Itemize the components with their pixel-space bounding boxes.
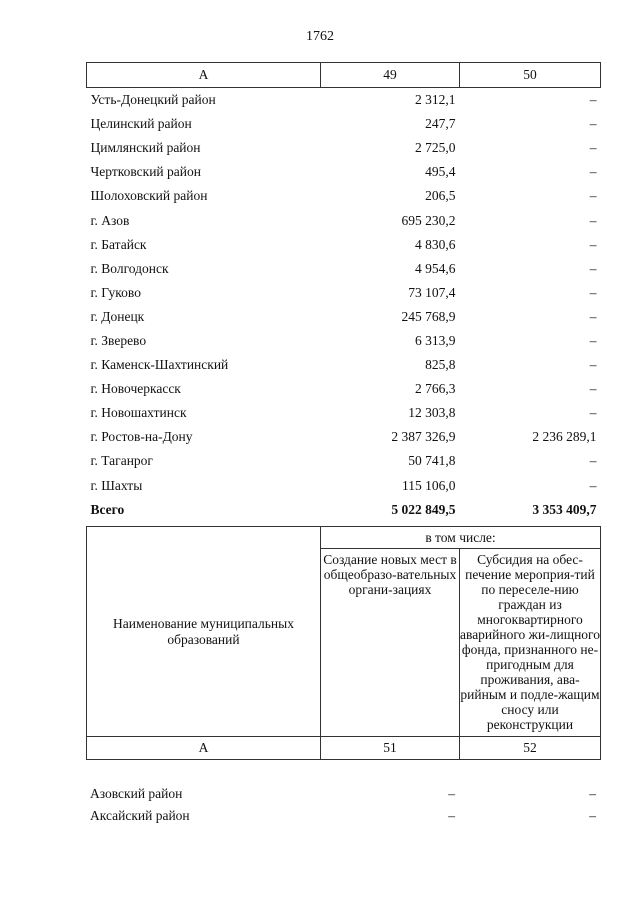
table-row (87, 474, 601, 498)
table-row (87, 88, 601, 113)
municipality-name: г. Шахты (90, 477, 143, 493)
municipality-name: г. Батайск (90, 236, 147, 252)
table-row (87, 281, 601, 305)
table-row (87, 257, 601, 281)
municipality-name: г. Донецк (90, 308, 145, 324)
table-row (87, 401, 601, 425)
table-row (87, 136, 601, 160)
municipality-name: г. Гуково (90, 284, 141, 300)
value-49: 2 766,3 (415, 381, 456, 397)
municipality-name: Усть-Донецкий район (90, 92, 216, 108)
municipality-name: г. Новочеркасск (90, 381, 181, 397)
value-50: – (589, 405, 597, 421)
municipality-name: г. Азов (90, 212, 130, 228)
municipality-name: г. Каменск-Шахтинский (90, 357, 229, 373)
header-col-a: А (87, 737, 321, 760)
municipality-name: Аксайский район (90, 808, 190, 823)
table-row (87, 353, 601, 377)
value-50: – (589, 188, 597, 204)
value-49: 2 725,0 (415, 140, 456, 156)
value-50: – (589, 116, 597, 132)
header-col-52: 52 (460, 737, 601, 760)
value-52: – (589, 808, 596, 823)
municipality-name: г. Зверево (90, 332, 147, 348)
table-header-row (87, 63, 601, 88)
value-50: – (589, 477, 597, 493)
value-50: – (589, 308, 597, 324)
value-49: 4 830,6 (415, 236, 456, 252)
col-51-header: Создание новых мест в общеобразо-вательных органи-зациях (321, 549, 460, 737)
municipality-name: Шолоховский район (90, 188, 208, 204)
total-value-49: 5 022 849,5 (391, 501, 456, 517)
municipality-name: г. Ростов-на-Дону (90, 429, 193, 445)
municipality-name: Цимлянский район (90, 140, 201, 156)
value-49: 2 312,1 (415, 92, 456, 108)
municipality-name: г. Волгодонск (90, 260, 169, 276)
budget-table-part2-header (86, 526, 601, 760)
municipality-column-header: Наименование муниципальных образований (87, 527, 321, 737)
header-col-51: 51 (321, 737, 460, 760)
table-row (86, 783, 600, 805)
header-col-49: 49 (321, 63, 460, 88)
col-52-header: Субсидия на обес-печение мероприя-тий по переселе-нию граждан из многоквартирного аварийного жи-лищного фонда, признанного не-пригодным для проживания, ава-рийным и подле-жащим сносу или реконструкции (460, 549, 601, 737)
table-row (87, 208, 601, 232)
value-49: 2 387 326,9 (391, 429, 456, 445)
value-51: – (448, 808, 455, 823)
table-row (86, 805, 600, 827)
table-row (87, 112, 601, 136)
value-50: – (589, 236, 597, 252)
value-51: – (448, 786, 455, 801)
value-49: 495,4 (425, 164, 456, 180)
value-52: – (589, 786, 596, 801)
value-49: 825,8 (425, 357, 456, 373)
table-row (87, 233, 601, 257)
value-49: 206,5 (425, 188, 456, 204)
value-49: 12 303,8 (408, 405, 456, 421)
table-row (87, 184, 601, 208)
value-50: – (589, 381, 597, 397)
municipality-name: Азовский район (90, 786, 183, 801)
municipality-name: г. Таганрог (90, 453, 153, 469)
total-value-50: 3 353 409,7 (532, 501, 597, 517)
table-row (87, 305, 601, 329)
table-row (87, 449, 601, 473)
page-number: 1762 (306, 29, 334, 44)
value-49: 695 230,2 (401, 212, 456, 228)
header-col-a: А (87, 63, 321, 88)
value-50: – (589, 212, 597, 228)
value-49: 245 768,9 (401, 308, 456, 324)
value-49: 247,7 (425, 116, 456, 132)
value-50: – (589, 332, 597, 348)
value-49: 115 106,0 (402, 477, 456, 493)
budget-table-part2-body (86, 783, 600, 827)
value-50: – (589, 453, 597, 469)
municipality-name: г. Новошахтинск (90, 405, 187, 421)
value-49: 50 741,8 (408, 453, 456, 469)
value-50: – (589, 357, 597, 373)
value-50: – (589, 164, 597, 180)
value-50: 2 236 289,1 (532, 429, 597, 445)
table-row (87, 329, 601, 353)
header-col-50: 50 (460, 63, 601, 88)
table-row (87, 160, 601, 184)
value-50: – (589, 140, 597, 156)
municipality-name: Чертковский район (90, 164, 201, 180)
total-label: Всего (90, 501, 125, 517)
value-50: – (589, 284, 597, 300)
budget-table-part1 (86, 62, 601, 522)
municipality-name: Целинский район (90, 116, 192, 132)
value-50: – (589, 260, 597, 276)
table-header-row (87, 737, 601, 760)
table-row (87, 425, 601, 449)
value-49: 73 107,4 (408, 284, 456, 300)
total-row (87, 498, 601, 522)
value-49: 4 954,6 (415, 260, 456, 276)
value-49: 6 313,9 (415, 332, 456, 348)
table-row (87, 377, 601, 401)
value-50: – (589, 92, 597, 108)
including-header: в том числе: (321, 527, 601, 549)
